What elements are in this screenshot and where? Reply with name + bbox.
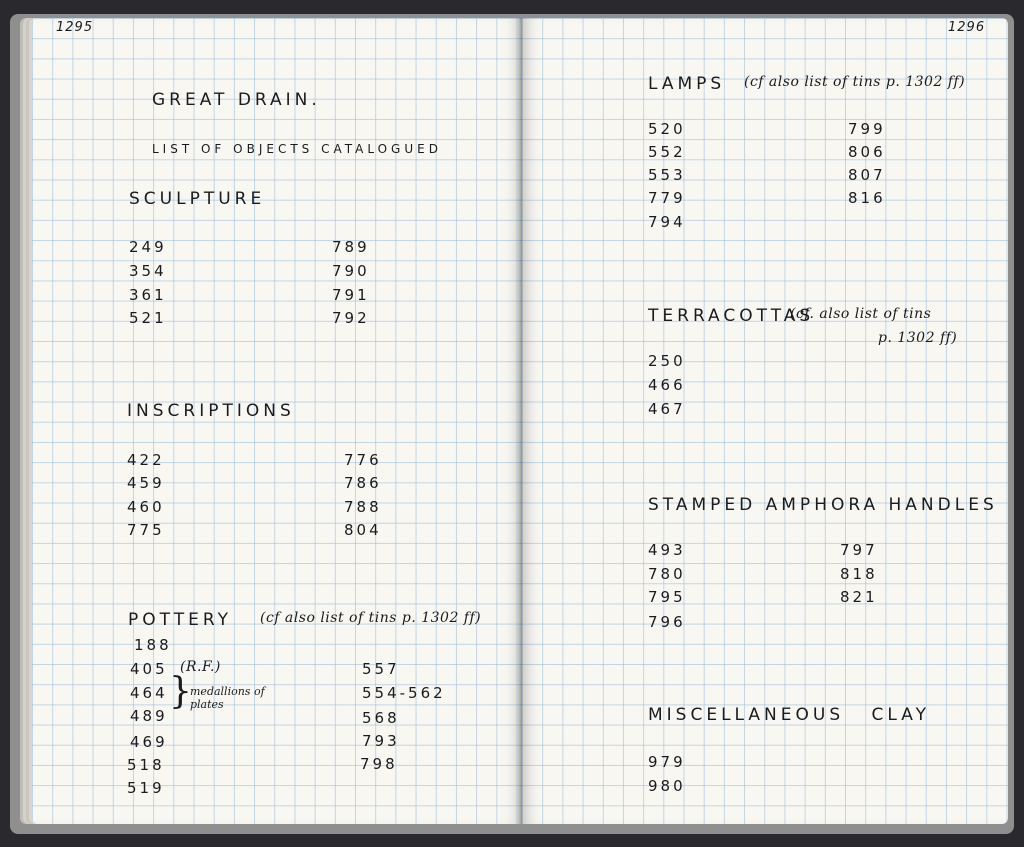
- list-item: 790: [332, 262, 370, 280]
- list-item: 361: [129, 286, 167, 304]
- list-item: 980: [648, 777, 686, 795]
- list-item: 552: [648, 143, 686, 161]
- list-item: 979: [648, 753, 686, 771]
- list-item: 459: [127, 474, 165, 492]
- list-item: 469: [130, 733, 168, 751]
- list-item: 775: [127, 521, 165, 539]
- list-item: 798: [360, 755, 398, 773]
- list-item: 793: [362, 732, 400, 750]
- list-item: 795: [648, 588, 686, 606]
- list-item: 791: [332, 286, 370, 304]
- page-number: 1296: [948, 20, 986, 35]
- right-page: [522, 18, 1008, 824]
- list-item: 789: [332, 238, 370, 256]
- list-item: 806: [848, 143, 886, 161]
- list-item: 422: [127, 451, 165, 469]
- medallion-note: medallions of plates: [190, 685, 265, 711]
- list-item: 553: [648, 166, 686, 184]
- rf-label: (R.F.): [180, 659, 221, 675]
- list-item: 520: [648, 120, 686, 138]
- page-subtitle: LIST OF OBJECTS CATALOGUED: [152, 142, 442, 156]
- list-item: 779: [648, 189, 686, 207]
- list-item: 554-562: [362, 684, 446, 702]
- list-item: 489: [130, 707, 168, 725]
- cross-reference-note: (cf also list of tins p. 1302 ff): [260, 610, 482, 626]
- list-item: 786: [344, 474, 382, 492]
- section-heading-lamps: LAMPS: [648, 74, 726, 94]
- cross-reference-note: (cf. also list of tins: [790, 306, 932, 322]
- list-item: 788: [344, 498, 382, 516]
- list-item: 460: [127, 498, 165, 516]
- list-item: 519: [127, 779, 165, 797]
- list-item: 518: [127, 756, 165, 774]
- list-item: 799: [848, 120, 886, 138]
- list-item: 250: [648, 352, 686, 370]
- list-item: 794: [648, 213, 686, 231]
- brace-mark: }: [169, 671, 192, 712]
- section-heading-pottery: POTTERY: [128, 610, 232, 630]
- cross-reference-note-cont: p. 1302 ff): [878, 330, 958, 346]
- list-item: 405: [130, 660, 168, 678]
- list-item: 493: [648, 541, 686, 559]
- list-item: 807: [848, 166, 886, 184]
- list-item: 466: [648, 376, 686, 394]
- list-item: 776: [344, 451, 382, 469]
- list-item: 568: [362, 709, 400, 727]
- left-page: [32, 18, 522, 824]
- section-heading-miscellaneous-clay: MISCELLANEOUS CLAY: [648, 705, 930, 725]
- list-item: 249: [129, 238, 167, 256]
- cross-reference-note: (cf also list of tins p. 1302 ff): [744, 74, 966, 90]
- section-heading-inscriptions: INSCRIPTIONS: [127, 401, 295, 421]
- page-number: 1295: [56, 20, 94, 35]
- section-heading-sculpture: SCULPTURE: [129, 189, 266, 209]
- list-item: 797: [840, 541, 878, 559]
- list-item: 354: [129, 262, 167, 280]
- list-item: 816: [848, 189, 886, 207]
- list-item: 821: [840, 588, 878, 606]
- section-heading-terracottas: TERRACOTTAS: [648, 306, 815, 326]
- list-item: 464: [130, 684, 168, 702]
- list-item: 792: [332, 309, 370, 327]
- list-item: 188: [134, 636, 172, 654]
- list-item: 521: [129, 309, 167, 327]
- section-heading-amphora-handles: STAMPED AMPHORA HANDLES: [648, 495, 998, 515]
- list-item: 467: [648, 400, 686, 418]
- page-title: GREAT DRAIN.: [152, 90, 321, 110]
- list-item: 557: [362, 660, 400, 678]
- list-item: 818: [840, 565, 878, 583]
- list-item: 804: [344, 521, 382, 539]
- list-item: 796: [648, 613, 686, 631]
- list-item: 780: [648, 565, 686, 583]
